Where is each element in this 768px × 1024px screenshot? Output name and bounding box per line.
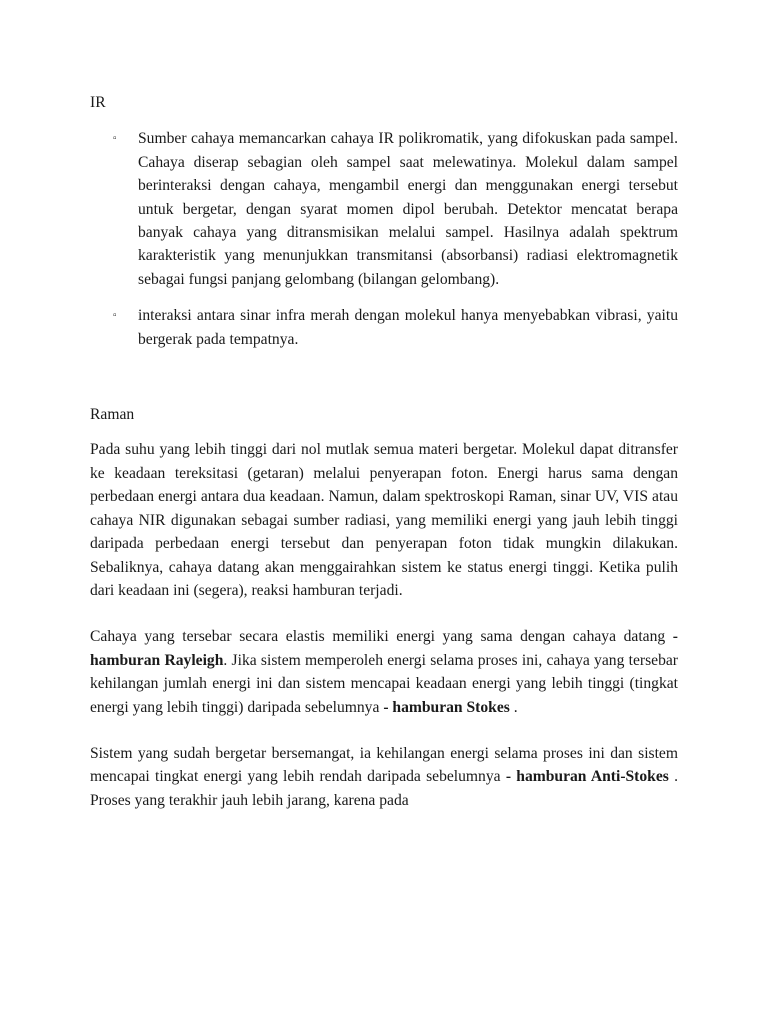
paragraph-text: Cahaya yang tersebar secara elastis memiliki energi yang sama dengan cahaya datang	[90, 628, 673, 646]
paragraph-text: .	[509, 698, 518, 716]
ir-bullet-text-2: interaksi antara sinar infra merah dengan molekul hanya menyebabkan vibrasi, yaitu bergerak pada tempatnya.	[138, 307, 678, 348]
list-item	[90, 304, 678, 351]
raman-heading: Raman	[90, 406, 135, 424]
ir-bullet-list	[90, 127, 678, 351]
square-bullet-icon: ▫	[113, 310, 117, 322]
heading-spacer	[90, 426, 678, 438]
ir-bullet-text-1: Sumber cahaya memancarkan cahaya IR polikromatik, yang difokuskan pada sampel. Cahaya diserap sebagian oleh sampel saat melewatinya. Molekul dalam sampel berinteraksi dengan cahaya, mengambil energi dan menggunakan energi tersebut untuk bergetar, dengan syarat momen dipol berubah. Detektor mencatat berapa banyak cahaya yang ditransmisikan melalui sampel. Hasilnya adalah spektrum karakteristik yang menunjukkan transmitansi (absorbansi) radiasi elektromagnetik sebagai fungsi panjang gelombang (bilangan gelombang).	[138, 130, 678, 288]
rayleigh-term: - hamburan Rayleigh	[90, 628, 678, 669]
document-page	[90, 91, 678, 812]
raman-paragraph-3	[90, 742, 678, 812]
raman-paragraph-2	[90, 625, 678, 719]
paragraph-spacer	[90, 602, 678, 625]
ir-heading: IR	[90, 94, 106, 111]
paragraph-text: . Jika sistem memperoleh energi selama proses ini, cahaya yang tersebar kehilangan jumlah energi ini dan sistem mencapai keadaan energi yang lebih tinggi (tingkat energi yang lebih tinggi) daripada sebelumnya	[90, 651, 678, 716]
paragraph-text: Sistem yang sudah bergetar bersemangat, ia kehilangan energi selama proses ini dan sistem mencapai tingkat energi yang lebih rendah daripada sebelumnya	[90, 744, 678, 786]
anti-stokes-term: - hamburan Anti-Stokes	[505, 768, 669, 786]
raman-paragraph-1: Pada suhu yang lebih tinggi dari nol mutlak semua materi bergetar. Molekul dapat ditransfer ke keadaan tereksitasi (getaran) melalui penyerapan foton. Energi harus sama dengan perbedaan energi antara dua keadaan. Namun, dalam spektroskopi Raman, sinar UV, VIS atau cahaya NIR digunakan sebagai sumber radiasi, yang memiliki energi yang jauh lebih tinggi daripada perbedaan energi tersebut dan penyerapan foton tidak mungkin dilakukan. Sebaliknya, cahaya datang akan menggairahkan sistem ke status energi tinggi. Ketika pulih dari keadaan ini (segera), reaksi hamburan terjadi.	[90, 441, 678, 599]
square-bullet-icon: ▫	[113, 133, 117, 145]
paragraph-spacer	[90, 719, 678, 742]
section-spacer	[90, 364, 678, 403]
paragraph-text: . Proses yang terakhir jauh lebih jarang, karena pada	[90, 768, 678, 809]
list-item	[90, 127, 678, 291]
stokes-term: - hamburan Stokes	[383, 698, 510, 716]
